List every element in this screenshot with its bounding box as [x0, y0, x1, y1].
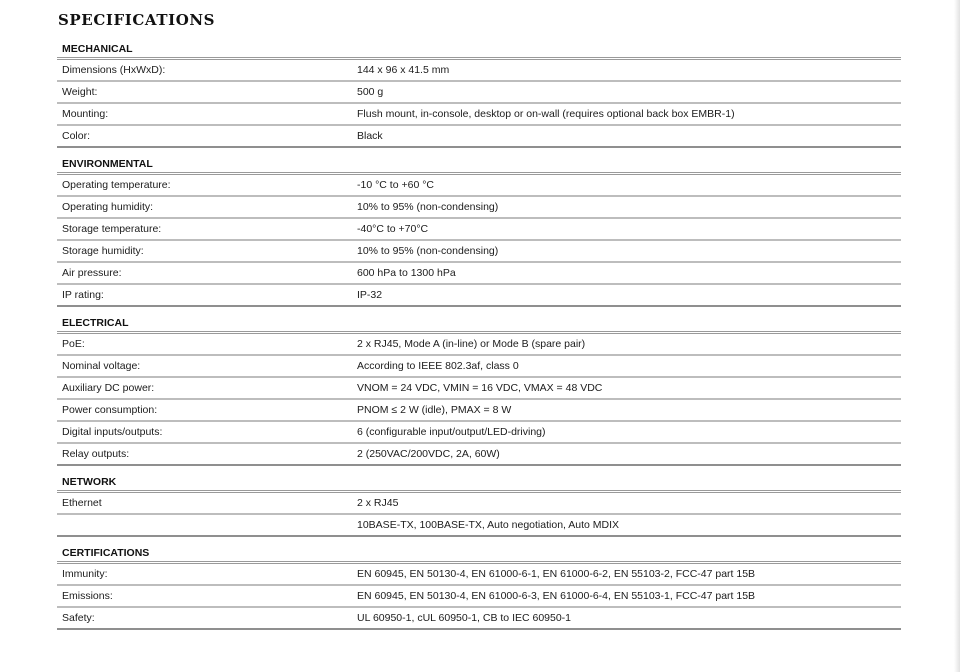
spec-row: [57, 82, 901, 104]
spec-row: [57, 126, 901, 148]
spec-label: Storage humidity:: [62, 245, 144, 257]
spec-label: PoE:: [62, 338, 85, 350]
spec-row: [57, 400, 901, 422]
spec-row: [57, 608, 901, 630]
spec-row: [57, 334, 901, 356]
spec-row: [57, 241, 901, 263]
spec-value: PNOM ≤ 2 W (idle), PMAX = 8 W: [357, 404, 512, 416]
spec-value: Black: [357, 130, 383, 142]
spec-label: Air pressure:: [62, 267, 122, 279]
spec-value: 2 (250VAC/200VDC, 2A, 60W): [357, 448, 500, 460]
spec-row: [57, 444, 901, 466]
section-header: CERTIFICATIONS: [57, 544, 901, 564]
spec-row: [57, 219, 901, 241]
page-title: SPECIFICATIONS: [58, 11, 216, 29]
spec-value: 10% to 95% (non-condensing): [357, 245, 499, 257]
spec-label: Emissions:: [62, 590, 113, 602]
spec-value: Flush mount, in-console, desktop or on-wall (requires optional back box EMBR-1): [357, 108, 735, 120]
spec-row: [57, 378, 901, 400]
spec-label: Dimensions (HxWxD):: [62, 64, 166, 76]
section-header: NETWORK: [57, 473, 901, 493]
spec-row: [57, 493, 901, 515]
spec-value: 6 (configurable input/output/LED-driving): [357, 426, 546, 438]
spec-row: [57, 197, 901, 219]
spec-value: 600 hPa to 1300 hPa: [357, 267, 456, 279]
spec-label: Nominal voltage:: [62, 360, 141, 372]
spec-row: [57, 356, 901, 378]
spec-row: [57, 515, 901, 537]
section-certifications: [57, 544, 901, 630]
spec-label: Power consumption:: [62, 404, 158, 416]
spec-value: IP-32: [357, 289, 383, 301]
spec-label: Operating temperature:: [62, 179, 171, 191]
section-header: MECHANICAL: [57, 40, 901, 60]
spec-value: -40°C to +70°C: [357, 223, 429, 235]
spec-row: [57, 104, 901, 126]
spec-value: 144 x 96 x 41.5 mm: [357, 64, 450, 76]
spec-row: [57, 586, 901, 608]
spec-row: [57, 263, 901, 285]
spec-value: EN 60945, EN 50130-4, EN 61000-6-3, EN 61000-6-4, EN 55103-1, FCC-47 part 15B: [357, 590, 756, 602]
spec-label: Mounting:: [62, 108, 109, 120]
section-environmental: [57, 155, 901, 307]
spec-label: Immunity:: [62, 568, 108, 580]
spec-value: 2 x RJ45, Mode A (in-line) or Mode B (spare pair): [357, 338, 586, 350]
specifications-table: [57, 40, 901, 630]
section-electrical: [57, 314, 901, 466]
section-mechanical: [57, 40, 901, 148]
spec-label: Safety:: [62, 612, 95, 624]
section-header: ENVIRONMENTAL: [57, 155, 901, 175]
spec-value: -10 °C to +60 °C: [357, 179, 434, 191]
section-header: ELECTRICAL: [57, 314, 901, 334]
spec-row: [57, 564, 901, 586]
spec-value: UL 60950-1, cUL 60950-1, CB to IEC 60950-1: [357, 612, 572, 624]
spec-label: Ethernet: [62, 497, 102, 509]
spec-label: Storage temperature:: [62, 223, 162, 235]
spec-value: VNOM = 24 VDC, VMIN = 16 VDC, VMAX = 48 VDC: [357, 382, 603, 394]
spec-value: 10% to 95% (non-condensing): [357, 201, 499, 213]
spec-row: [57, 60, 901, 82]
section-network: [57, 473, 901, 537]
spec-label: Auxiliary DC power:: [62, 382, 155, 394]
spec-value: According to IEEE 802.3af, class 0: [357, 360, 519, 372]
spec-label: Digital inputs/outputs:: [62, 426, 163, 438]
spec-value: 2 x RJ45: [357, 497, 399, 509]
spec-row: [57, 285, 901, 307]
spec-label: Weight:: [62, 86, 98, 98]
spec-row: [57, 422, 901, 444]
spec-label: Color:: [62, 130, 91, 142]
spec-label: IP rating:: [62, 289, 104, 301]
spec-value: 500 g: [357, 86, 384, 98]
spec-row: [57, 175, 901, 197]
spec-label: Operating humidity:: [62, 201, 154, 213]
page-edge-shadow: [954, 0, 960, 672]
spec-value: EN 60945, EN 50130-4, EN 61000-6-1, EN 61000-6-2, EN 55103-2, FCC-47 part 15B: [357, 568, 756, 580]
spec-value: 10BASE-TX, 100BASE-TX, Auto negotiation, Auto MDIX: [357, 519, 620, 531]
spec-label: Relay outputs:: [62, 448, 130, 460]
